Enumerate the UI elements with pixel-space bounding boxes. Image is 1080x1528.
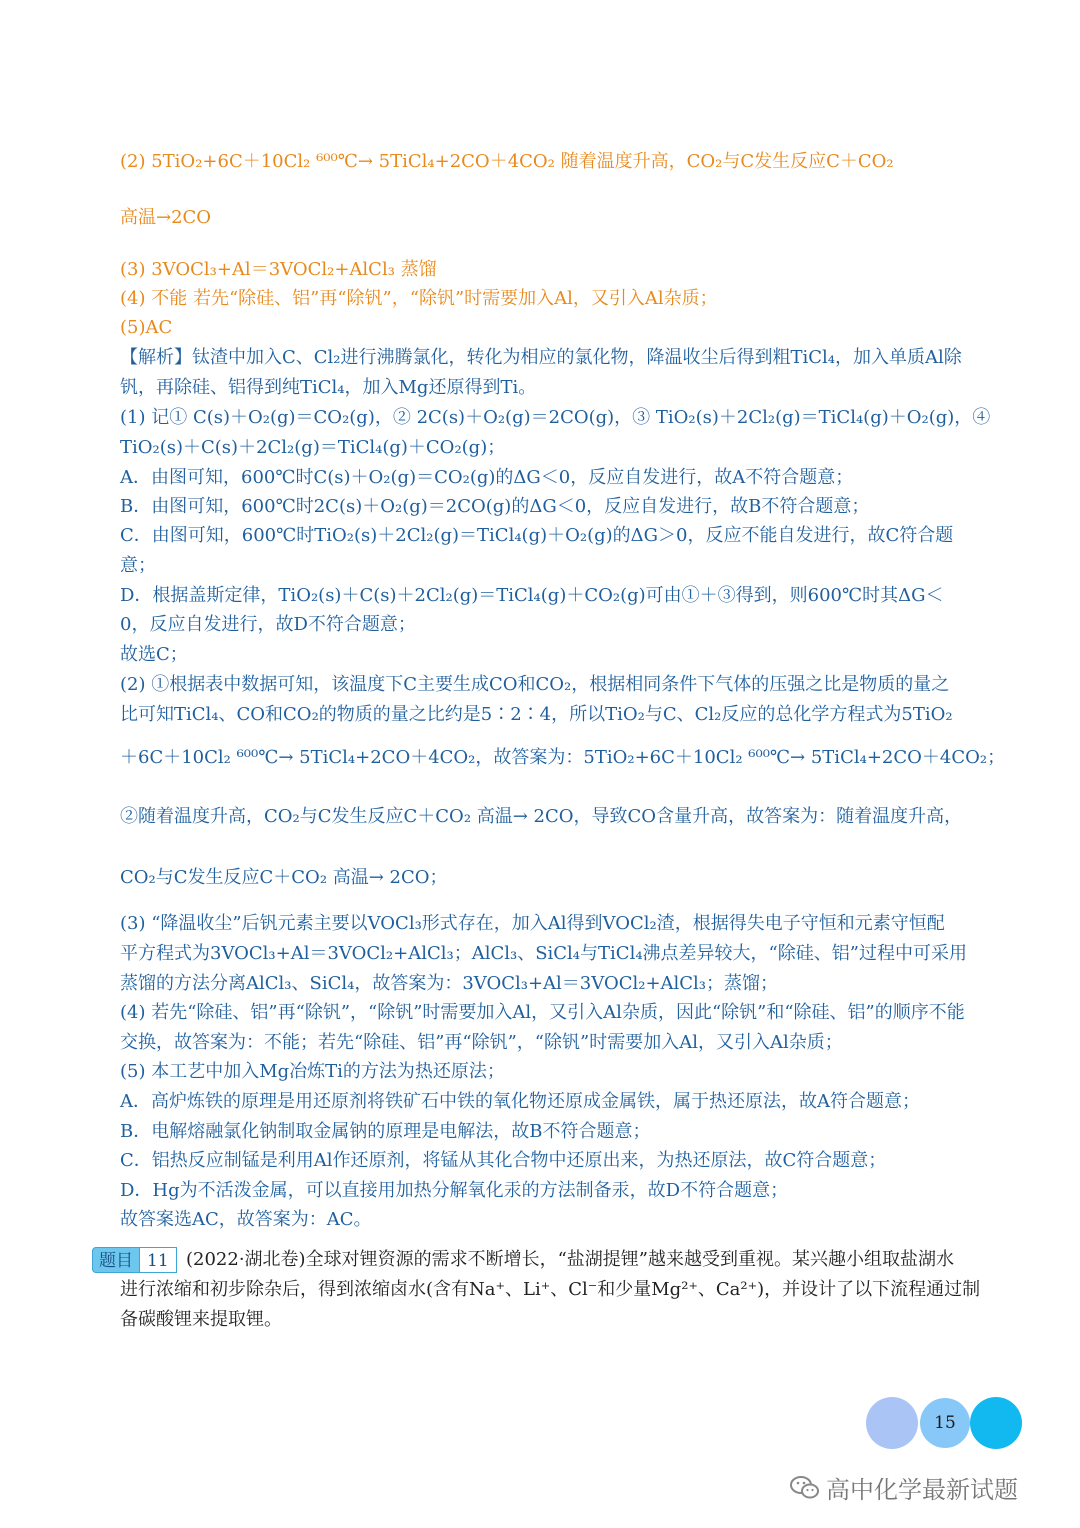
analysis-option-c-2: 意； (120, 555, 156, 576)
question-tag-number: 11 (140, 1247, 177, 1273)
analysis-q2-1: (2) ①根据表中数据可知，该温度下C主要生成CO和CO₂，根据相同条件下气体的压强之比是物质的量之 (120, 674, 950, 695)
watermark-text: 高中化学最新试题 (826, 1476, 1018, 1504)
analysis-q5-option-a: A．高炉炼铁的原理是用还原剂将铁矿石中铁的氧化物还原成金属铁，属于热还原法，故A符合题意； (120, 1091, 920, 1112)
analysis-option-c-1: C．由图可知，600℃时TiO₂(s)＋2Cl₂(g)＝TiCl₄(g)＋O₂(g)的ΔG＞0，反应不能自发进行，故C符合题 (120, 525, 954, 546)
answer-line-5: (5)AC (120, 317, 173, 338)
question-line-1: (2022·湖北卷)全球对锂资源的需求不断增长，“盐湖提锂”越来越受到重视。某兴趣小组取盐湖水 (186, 1249, 954, 1270)
wechat-icon (790, 1475, 820, 1501)
answer-line-3: (3) 3VOCl₃+Al＝3VOCl₂+AlCl₃ 蒸馏 (120, 259, 437, 280)
analysis-q5: (5) 本工艺中加入Mg冶炼Ti的方法为热还原法； (120, 1061, 505, 1082)
analysis-q5-option-c: C．铝热反应制锰是利用Al作还原剂，将锰从其化合物中还原出来，为热还原法，故C符合题意； (120, 1150, 887, 1171)
analysis-q3-2: 平方程式为3VOCl₃+Al＝3VOCl₂+AlCl₃；AlCl₃、SiCl₄与TiCl₄沸点差异较大，“除硅、铝”过程中可采用 (120, 943, 967, 964)
analysis-q2-5: CO₂与C发生反应C＋CO₂ 高温→ 2CO； (120, 867, 448, 888)
analysis-q2-4: ②随着温度升高，CO₂与C发生反应C＋CO₂ 高温→ 2CO，导致CO含量升高，故答案为：随着温度升高， (120, 806, 963, 827)
analysis-final-answer: 故答案选AC，故答案为：AC。 (120, 1209, 372, 1230)
question-tag (92, 1247, 177, 1273)
analysis-q4-2: 交换，故答案为：不能；若先“除硅、铝”再“除钒”，“除钒”时需要加入Al，又引入Al杂质； (120, 1032, 843, 1053)
answer-line-2: (2) 5TiO₂+6C＋10Cl₂ ⁶⁰⁰℃→ 5TiCl₄+2CO＋4CO₂ 随着温度升高，CO₂与C发生反应C＋CO₂ (120, 151, 894, 172)
analysis-q2-3: ＋6C＋10Cl₂ ⁶⁰⁰℃→ 5TiCl₄+2CO＋4CO₂，故答案为：5TiO₂+6C＋10Cl₂ ⁶⁰⁰℃→ 5TiCl₄+2CO＋4CO₂； (120, 747, 1006, 768)
question-line-3: 备碳酸锂来提取锂。 (120, 1309, 282, 1330)
page-circle-right (970, 1397, 1022, 1449)
analysis-intro-1: 【解析】钛渣中加入C、Cl₂进行沸腾氯化，转化为相应的氯化物，降温收尘后得到粗TiCl₄，加入单质Al除 (120, 347, 962, 368)
page-circle-left (866, 1397, 918, 1449)
page-number: 15 (934, 1413, 956, 1433)
analysis-option-d-1: D．根据盖斯定律，TiO₂(s)＋C(s)＋2Cl₂(g)＝TiCl₄(g)＋CO₂(g)可由①＋③得到，则600℃时其ΔG＜ (120, 585, 944, 606)
answer-line-2-cont: 高温→2CO (120, 207, 212, 228)
analysis-option-d-2: 0，反应自发进行，故D不符合题意； (120, 614, 416, 635)
analysis-option-a: A．由图可知，600℃时C(s)＋O₂(g)＝CO₂(g)的ΔG＜0，反应自发进行，故A不符合题意； (120, 467, 854, 488)
analysis-q1-1: (1) 记① C(s)＋O₂(g)＝CO₂(g)，② 2C(s)＋O₂(g)＝2CO(g)，③ TiO₂(s)＋2Cl₂(g)＝TiCl₄(g)＋O₂(g)，④ (120, 407, 991, 428)
question-tag-label: 题目 (92, 1247, 140, 1273)
question-line-2: 进行浓缩和初步除杂后，得到浓缩卤水(含有Na⁺、Li⁺、Cl⁻和少量Mg²⁺、Ca²⁺)，并设计了以下流程通过制 (120, 1279, 981, 1300)
watermark (790, 1470, 1018, 1505)
analysis-q1-2: TiO₂(s)＋C(s)＋2Cl₂(g)＝TiCl₄(g)＋CO₂(g)； (120, 437, 506, 458)
analysis-q5-option-d: D．Hg为不活泼金属，可以直接用加热分解氧化汞的方法制备汞，故D不符合题意； (120, 1180, 789, 1201)
analysis-select: 故选C； (120, 644, 188, 665)
analysis-q3-1: (3) “降温收尘”后钒元素主要以VOCl₃形式存在，加入Al得到VOCl₂渣，根据得失电子守恒和元素守恒配 (120, 913, 945, 934)
analysis-q3-3: 蒸馏的方法分离AlCl₃、SiCl₄，故答案为：3VOCl₃+Al＝3VOCl₂+AlCl₃；蒸馏； (120, 973, 779, 994)
analysis-q5-option-b: B．电解熔融氯化钠制取金属钠的原理是电解法，故B不符合题意； (120, 1121, 651, 1142)
analysis-q4-1: (4) 若先“除硅、铝”再“除钒”，“除钒”时需要加入Al，又引入Al杂质，因此“除钒”和“除硅、铝”的顺序不能 (120, 1002, 965, 1023)
analysis-intro-2: 钒，再除硅、铝得到纯TiCl₄，加入Mg还原得到Ti。 (120, 377, 537, 398)
analysis-q2-2: 比可知TiCl₄、CO和CO₂的物质的量之比约是5∶2∶4，所以TiO₂与C、Cl₂反应的总化学方程式为5TiO₂ (120, 704, 953, 725)
analysis-option-b: B．由图可知，600℃时2C(s)＋O₂(g)＝2CO(g)的ΔG＜0，反应自发进行，故B不符合题意； (120, 496, 870, 517)
answer-line-4: (4) 不能 若先“除硅、铝”再“除钒”，“除钒”时需要加入Al，又引入Al杂质； (120, 288, 718, 309)
